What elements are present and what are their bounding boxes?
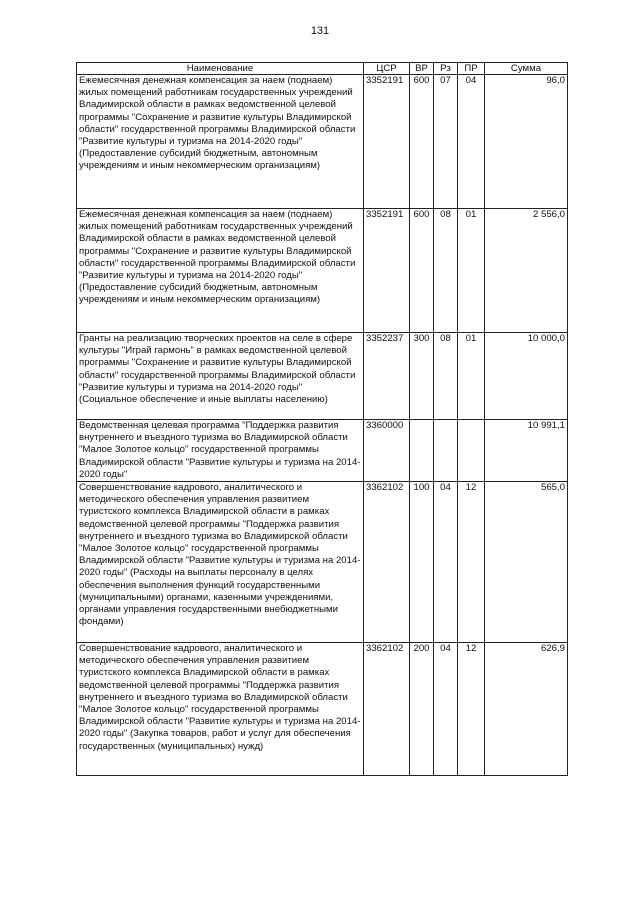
cell-rz: 08 (434, 333, 458, 420)
cell-vr: 100 (410, 482, 434, 643)
cell-name: Совершенствование кадрового, аналитического и методического обеспечения управления развитием туристского комплекса Владимирской области в рамках ведомственной целевой программы "Поддержка развития внутреннего и въездного туризма во Владимирской области "Малое Золотое кольцо" государственной программы Владимирской области "Развитие культуры и туризма на 2014-2020 годы" (Закупка товаров, работ и услуг для обеспечения государственных (муниципальных) нужд) (77, 643, 364, 776)
cell-vr: 600 (410, 75, 434, 209)
cell-name: Гранты на реализацию творческих проектов на селе в сфере культуры "Играй гармонь" в рамках ведомственной целевой программы "Сохранение и развитие культуры Владимирской области" государственной программы Владимирской области "Развитие культуры и туризма на 2014-2020 годы" (Социальное обеспечение и иные выплаты населению) (77, 333, 364, 420)
cell-sum: 626,9 (485, 643, 568, 776)
table-row (77, 482, 568, 643)
budget-table (76, 62, 568, 776)
page-number: 131 (310, 25, 330, 37)
header-name: Наименование (77, 63, 364, 75)
header-vr: ВР (410, 63, 434, 75)
cell-pr: 01 (458, 209, 485, 333)
cell-vr: 600 (410, 209, 434, 333)
cell-vr: 200 (410, 643, 434, 776)
cell-sum: 10 991,1 (485, 420, 568, 482)
cell-vr (410, 420, 434, 482)
table-row (77, 420, 568, 482)
cell-name: Ведомственная целевая программа "Поддержка развития внутреннего и въездного туризма во Владимирской области "Малое Золотое кольцо" государственной программы Владимирской области "Развитие культуры и туризма на 2014-2020 годы" (77, 420, 364, 482)
cell-pr: 12 (458, 643, 485, 776)
cell-sum: 10 000,0 (485, 333, 568, 420)
cell-rz: 07 (434, 75, 458, 209)
cell-name: Ежемесячная денежная компенсация за наем (поднаем) жилых помещений работникам государственных учреждений Владимирской области в рамках ведомственной целевой программы "Сохранение и развитие культуры Владимирской области" государственной программы Владимирской области "Развитие культуры и туризма на 2014-2020 годы" (Предоставление субсидий бюджетным, автономным учреждениям и иным некоммерческим организациям) (77, 209, 364, 333)
header-sum: Сумма (485, 63, 568, 75)
cell-rz (434, 420, 458, 482)
table-row (77, 643, 568, 776)
cell-name: Совершенствование кадрового, аналитического и методического обеспечения управления развитием туристского комплекса Владимирской области в рамках ведомственной целевой программы "Поддержка развития внутреннего и въездного туризма во Владимирской области "Малое Золотое кольцо" государственной программы Владимирской области "Развитие культуры и туризма на 2014-2020 годы" (Расходы на выплаты персоналу в целях обеспечения выполнения функций государственными (муниципальными) органами, казенными учреждениями, органами управления государственными внебюджетными фондами) (77, 482, 364, 643)
cell-csr: 3362102 (364, 643, 410, 776)
cell-csr: 3362102 (364, 482, 410, 643)
cell-name: Ежемесячная денежная компенсация за наем (поднаем) жилых помещений работникам государственных учреждений Владимирской области в рамках ведомственной целевой программы "Сохранение и развитие культуры Владимирской области" государственной программы Владимирской области "Развитие культуры и туризма на 2014-2020 годы" (Предоставление субсидий бюджетным, автономным учреждениям и иным некоммерческим организациям) (77, 75, 364, 209)
cell-rz: 04 (434, 643, 458, 776)
cell-rz: 08 (434, 209, 458, 333)
cell-pr (458, 420, 485, 482)
cell-csr: 3352191 (364, 209, 410, 333)
header-csr: ЦСР (364, 63, 410, 75)
table-row (77, 209, 568, 333)
cell-sum: 565,0 (485, 482, 568, 643)
cell-pr: 01 (458, 333, 485, 420)
cell-csr: 3352191 (364, 75, 410, 209)
cell-pr: 04 (458, 75, 485, 209)
cell-sum: 96,0 (485, 75, 568, 209)
cell-rz: 04 (434, 482, 458, 643)
table-row (77, 333, 568, 420)
cell-pr: 12 (458, 482, 485, 643)
table-row (77, 75, 568, 209)
header-pr: ПР (458, 63, 485, 75)
cell-vr: 300 (410, 333, 434, 420)
header-rz: Рз (434, 63, 458, 75)
table-header-row (77, 63, 568, 75)
cell-sum: 2 556,0 (485, 209, 568, 333)
cell-csr: 3352237 (364, 333, 410, 420)
cell-csr: 3360000 (364, 420, 410, 482)
